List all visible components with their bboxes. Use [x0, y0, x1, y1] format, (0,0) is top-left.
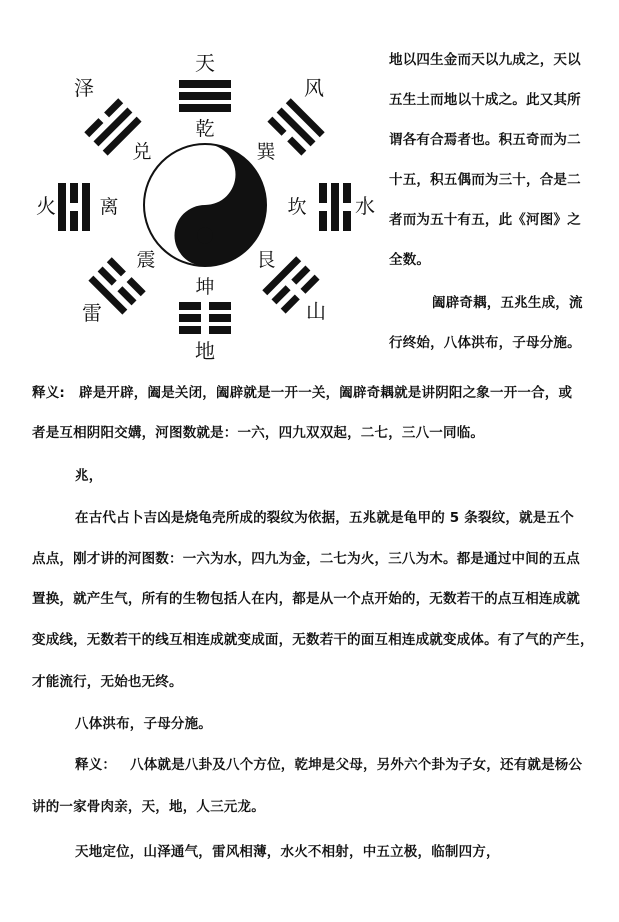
- body-text-line: 兆，: [75, 468, 103, 484]
- right-text-line: 五生土而地以十成之。此又其所: [389, 92, 581, 108]
- body-text-line: 在古代占卜吉凶是烧龟壳所成的裂纹为依据，五兆就是龟甲的 5 条裂纹，就是五个: [75, 510, 574, 526]
- shiyi-label: 释义：: [75, 757, 117, 773]
- body-text-line: 置换，就产生气，所有的生物包括人在内，都是从一个点开始的，无数若干的点互相连成就: [32, 591, 580, 607]
- label-kan: 坎: [287, 196, 307, 218]
- qian-trigram-icon: [179, 80, 231, 112]
- body-text-line: 才能流行，无始也无终。: [32, 674, 183, 690]
- li-trigram-icon: [58, 183, 90, 231]
- bagua-taiji-diagram: [34, 40, 384, 370]
- right-text-line: 者而为五十有五，此《河图》之: [389, 212, 581, 228]
- body-text-line: 讲的一家骨肉亲，天，地，人三元龙。: [32, 799, 265, 815]
- label-shan: 山: [306, 299, 326, 323]
- yin-yang-icon: [144, 144, 266, 266]
- label-ze: 泽: [74, 76, 94, 100]
- bagua-svg: [34, 40, 384, 370]
- label-dui: 兑: [132, 141, 152, 163]
- body-text-line: 天地定位，山泽通气，雷风相薄，水火不相射，中五立极，临制四方，: [75, 844, 500, 860]
- shiyi-paragraph-2: [75, 756, 582, 774]
- label-xun: 巽: [256, 141, 276, 163]
- label-lei: 雷: [82, 301, 102, 325]
- label-di: 地: [195, 339, 215, 363]
- kun-trigram-icon: [179, 302, 231, 334]
- body-text-line: 点点，刚才讲的河图数：一六为水，四九为金，二七为火，三八为木。都是通过中间的五点: [32, 551, 580, 567]
- body-text-line: 者是互相阴阳交媾，河图数就是：一六，四九双双起，二七，三八一同临。: [32, 425, 485, 441]
- label-gen: 艮: [256, 249, 276, 271]
- shiyi-paragraph-1: [32, 384, 572, 402]
- right-text-line: 全数。: [389, 252, 431, 268]
- label-feng: 风: [304, 76, 324, 100]
- right-text-line: 十五，积五偶而为三十，合是二: [389, 172, 581, 188]
- label-zhen: 震: [136, 249, 156, 271]
- label-huo: 火: [36, 194, 56, 218]
- label-shui: 水: [355, 194, 375, 218]
- label-tian: 天: [195, 51, 215, 75]
- shiyi-text: 辟是开辟，阖是关闭，阖辟就是一开一关，阖辟奇耦就是讲阴阳之象一开一合，或: [79, 385, 573, 401]
- shiyi-label: 释义:: [32, 385, 65, 401]
- shiyi-text: 八体就是八卦及八个方位，乾坤是父母，另外六个卦为子女，还有就是杨公: [130, 757, 583, 773]
- label-qian: 乾: [195, 118, 215, 140]
- right-text-line: 阖辟奇耦，五兆生成，流: [432, 295, 583, 311]
- section-heading: 八体洪布，子母分施。: [75, 716, 212, 732]
- label-kun: 坤: [195, 276, 215, 298]
- right-text-line: 行终始，八体洪布，子母分施。: [389, 335, 581, 351]
- right-text-line: 地以四生金而天以九成之，天以: [389, 52, 581, 68]
- body-text-line: 变成线，无数若干的线互相连成就变成面，无数若干的面互相连成就变成体。有了气的产生，: [32, 632, 594, 648]
- label-li: 离: [99, 196, 119, 218]
- right-text-line: 谓各有合焉者也。积五奇而为二: [389, 132, 581, 148]
- xun-trigram-icon: [267, 98, 324, 155]
- kan-trigram-icon: [319, 183, 351, 231]
